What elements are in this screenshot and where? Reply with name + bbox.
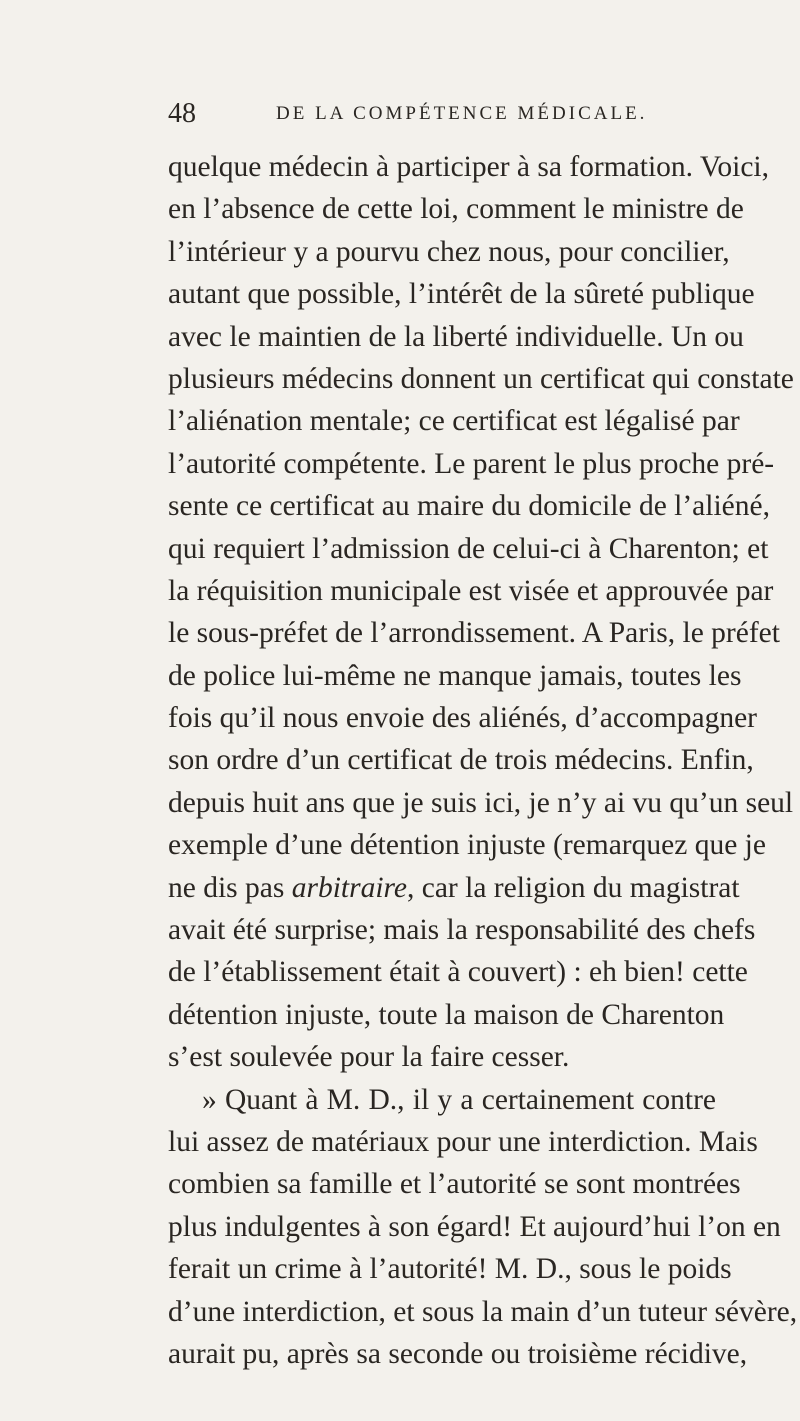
text-line: fois qu’il nous envoie des aliénés, d’accompagner	[168, 702, 757, 735]
text-line: avait été surprise; mais la responsabilité des chefs	[168, 914, 756, 947]
text-line: depuis huit ans que je suis ici, je n’y ai vu qu’un seul	[168, 786, 794, 819]
text-fragment: , car la religion du magistrat	[407, 871, 740, 904]
text-line: l’intérieur y a pourvu chez nous, pour concilier,	[168, 235, 730, 268]
text-line-mixed	[168, 867, 740, 909]
text-line: ferait un crime à l’autorité! M. D., sous le poids	[168, 1253, 732, 1286]
italic-word: arbitraire	[291, 871, 407, 904]
text-line: de l’établissement était à couvert) : eh bien! cette	[168, 956, 748, 989]
text-line: lui assez de matériaux pour une interdiction. Mais	[168, 1125, 758, 1158]
text-line: autant que possible, l’intérêt de la sûreté publique	[168, 278, 755, 311]
text-line: en l’absence de cette loi, comment le ministre de	[168, 193, 744, 226]
body-text	[168, 146, 798, 1375]
text-line: de police lui-même ne manque jamais, toutes les	[168, 659, 742, 692]
text-line: qui requiert l’admission de celui-ci à Charenton; et	[168, 532, 769, 565]
text-line: la réquisition municipale est visée et approuvée par	[168, 574, 774, 607]
page-number: 48	[168, 98, 196, 129]
text-line: plusieurs médecins donnent un certificat qui constate	[168, 362, 794, 395]
text-line: d’une interdiction, et sous la main d’un tuteur sévère,	[168, 1295, 798, 1328]
text-line: l’autorité compétente. Le parent le plus proche pré-	[168, 447, 775, 480]
text-line: combien sa famille et l’autorité se sont montrées	[168, 1168, 741, 1201]
text-line: aurait pu, après sa seconde ou troisième récidive,	[168, 1337, 748, 1370]
text-line: l’aliénation mentale; ce certificat est légalisé par	[168, 405, 740, 438]
text-line: » Quant à M. D., il y a certainement contre	[202, 1083, 716, 1116]
text-fragment: ne dis pas	[168, 871, 285, 904]
text-line: exemple d’une détention injuste (remarquez que je	[168, 829, 766, 862]
text-line: détention injuste, toute la maison de Charenton	[168, 998, 725, 1031]
text-line: quelque médecin à participer à sa formation. Voici,	[168, 151, 769, 183]
text-line: son ordre d’un certificat de trois médecins. Enfin,	[168, 744, 754, 777]
page-header	[168, 98, 698, 138]
text-line: s’est soulevée pour la faire cesser.	[168, 1041, 570, 1074]
text-line: le sous-préfet de l’arrondissement. A Paris, le préfet	[168, 617, 780, 650]
text-line: sente ce certificat au maire du domicile de l’aliéné,	[168, 490, 770, 523]
running-title: DE LA COMPÉTENCE MÉDICALE.	[276, 103, 648, 124]
text-line: avec le maintien de la liberté individuelle. Un ou	[168, 320, 744, 353]
text-line: plus indulgentes à son égard! Et aujourd’hui l’on en	[168, 1210, 781, 1243]
